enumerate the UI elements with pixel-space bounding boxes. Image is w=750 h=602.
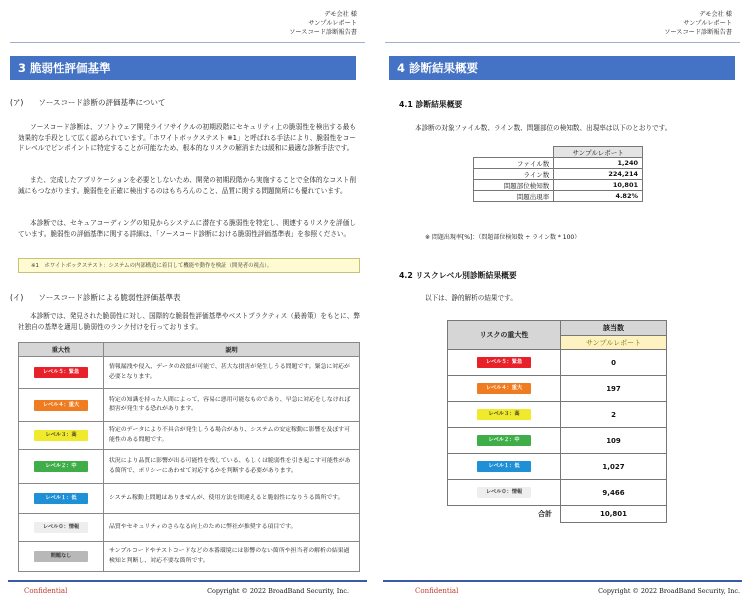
- table-row: [448, 376, 667, 402]
- intro-4-2: 以下は、静的解析の結果です。: [425, 294, 517, 302]
- table-row: [448, 350, 667, 376]
- confidential-label: Confidential: [24, 587, 68, 595]
- header-sample-report: サンプルレポート: [561, 336, 667, 350]
- table-row: [474, 191, 643, 202]
- severity-description: 品質やセキュリティのさらなる向上のために弊社が推奨する項目です。: [104, 514, 360, 542]
- table-row: [19, 514, 360, 542]
- severity-description: サンプルコードやテストコードなどの本番環境には影響のない箇所や担当者の解析の結果過検知と判断し、対応不要な箇所です。: [104, 542, 360, 572]
- risk-badge: レベル４：重大: [477, 383, 531, 394]
- stat-value: 1,240: [554, 158, 643, 169]
- header-doc-title: ソースコード診断報告書: [664, 29, 732, 36]
- total-value: 10,801: [561, 506, 667, 523]
- header-divider: [385, 42, 740, 43]
- subsection-a-heading: (ア) ソースコード診断の評価基準について: [10, 98, 166, 107]
- severity-badge: 問題なし: [34, 551, 88, 562]
- table-row: [474, 169, 643, 180]
- severity-description: 状況により品質に影響が出る可能性を残している、もしくは脆弱性を引き起こす可能性がある箇所で、ポリシーにあわせて対応するかを判断する必要があります。: [104, 450, 360, 484]
- risk-badge: レベル１：低: [477, 461, 531, 472]
- copyright-text: Copyright © 2022 BroadBand Security, Inc.: [598, 587, 740, 595]
- table-row: [19, 389, 360, 422]
- table-row: [474, 158, 643, 169]
- total-label: 合計: [538, 510, 552, 518]
- table-header-row: [19, 343, 360, 357]
- footer-divider: [8, 580, 367, 582]
- severity-badge: レベル２：中: [34, 461, 88, 472]
- heading-4-1: 4.1 診断結果概要: [399, 100, 463, 109]
- risk-badge: レベル５：緊急: [477, 357, 531, 368]
- table-row: [19, 357, 360, 389]
- header-report: サンプルレポート: [683, 20, 732, 27]
- summary-stats-table: [473, 146, 643, 202]
- right-page: [375, 0, 750, 602]
- intro-4-1: 本診断の対象ファイル数、ライン数、問題部位の検知数、出現率は以下のとおりです。: [415, 124, 672, 132]
- risk-badge: レベル３：高: [477, 409, 531, 420]
- severity-criteria-table: [18, 342, 360, 572]
- risk-count: 109: [561, 428, 667, 454]
- section-title: 4 診断結果概要: [389, 56, 735, 80]
- severity-description: 特定の知識を持った人間によって、容易に悪用可能なものであり、早急に対応をしなければ損害が発生する恐れがあります。: [104, 389, 360, 422]
- stat-value: 4.82%: [554, 191, 643, 202]
- severity-description: 情報漏洩や侵入、データの改竄が可能で、甚大な損害が発生しうる問題です。緊急に対応が必要となります。: [104, 357, 360, 389]
- total-row: [448, 506, 667, 523]
- severity-badge: レベル１：低: [34, 493, 88, 504]
- table-row: [474, 180, 643, 191]
- page-header: [289, 10, 357, 37]
- stat-label: ライン数: [474, 169, 554, 180]
- table-row: [448, 402, 667, 428]
- table-row: [448, 480, 667, 506]
- footer-divider: [383, 580, 742, 582]
- stat-label: 問題部位検知数: [474, 180, 554, 191]
- confidential-label: Confidential: [415, 587, 459, 595]
- risk-count: 2: [561, 402, 667, 428]
- risk-count: 197: [561, 376, 667, 402]
- risk-level-table: [447, 320, 667, 523]
- subsection-i-heading: (イ) ソースコード診断による脆弱性評価基準表: [10, 293, 181, 302]
- paragraph-2: また、完成したアプリケーションを必要としないため、開発の初期段階から実施することで全体的なコスト削減にもつながります。脆弱性を正確に検出するのはもちろんのこと、品質に関する問題箇所にも優れています。: [18, 176, 356, 195]
- formula-note: ※ 問題出現率[%]：（問題部位検知数 ÷ ライン数 * 100）: [425, 234, 581, 241]
- risk-count: 9,466: [561, 480, 667, 506]
- stat-value: 224,214: [554, 169, 643, 180]
- severity-badge: レベル３：高: [34, 430, 88, 441]
- stat-value: 10,801: [554, 180, 643, 191]
- risk-count: 1,027: [561, 454, 667, 480]
- table-row: [19, 422, 360, 450]
- stats-column-header: サンプルレポート: [554, 147, 643, 158]
- header-risk-severity: リスクの重大性: [448, 321, 561, 350]
- stat-label: ファイル数: [474, 158, 554, 169]
- table-row: [19, 450, 360, 484]
- header-doc-title: ソースコード診断報告書: [289, 29, 357, 36]
- section-title: 3 脆弱性評価基準: [10, 56, 356, 80]
- table-row: [448, 454, 667, 480]
- table-row: [19, 484, 360, 514]
- risk-count: 0: [561, 350, 667, 376]
- severity-description: 特定のデータにより不具合が発生しうる場合があり、システムの安定稼動に影響を及ぼす可能性のある問題です。: [104, 422, 360, 450]
- risk-badge: レベル２：中: [477, 435, 531, 446]
- page-header: [664, 10, 732, 37]
- footnote-box: ※1 ホワイトボックステスト：システムの内部構造に着目して機能や動作を検証（開発者の視点）。: [18, 258, 360, 273]
- header-description: 説明: [104, 343, 360, 357]
- stat-label: 問題出現率: [474, 191, 554, 202]
- paragraph-1: ソースコード診断は、ソフトウェア開発ライフサイクルの初期段階にセキュリティ上の脆弱性を検出する最も効果的な手段として広く認められています。「ホワイトボックステスト ※1」と呼ばれる手法により、脆弱性をコードレベルでピンポイントに特定することが可能なため、根本的なリスクの解消または緩和に最適な診断手法です。: [18, 123, 356, 153]
- heading-4-2: 4.2 リスクレベル別診断結果概要: [399, 271, 517, 280]
- header-count: 該当数: [561, 321, 667, 336]
- header-severity: 重大性: [19, 343, 104, 357]
- severity-description: システム稼動上問題はありませんが、使用方法を間違えると脆弱性になりうる箇所です。: [104, 484, 360, 514]
- header-client: デモ会社 様: [699, 11, 732, 18]
- header-client: デモ会社 様: [324, 11, 357, 18]
- risk-badge: レベル０：情報: [477, 487, 531, 498]
- severity-badge: レベル５：緊急: [34, 367, 88, 378]
- severity-badge: レベル０：情報: [34, 522, 88, 533]
- copyright-text: Copyright © 2022 BroadBand Security, Inc.: [207, 587, 349, 595]
- paragraph-4: 本診断では、発見された脆弱性に対し、国際的な脆弱性評価基準やベストプラクティス（最善策）をもとに、弊社独自の基準を適用し脆弱性のランク付けを行っております。: [18, 312, 360, 331]
- header-report: サンプルレポート: [308, 20, 357, 27]
- severity-badge: レベル４：重大: [34, 400, 88, 411]
- table-row: [448, 428, 667, 454]
- header-divider: [10, 42, 365, 43]
- table-row: [19, 542, 360, 572]
- paragraph-3: 本診断では、セキュアコーディングの知見からシステムに潜在する脆弱性を特定し、関連するリスクを評価しています。脆弱性の評価基準に関する詳細は、「ソースコード診断における脆弱性評価基準表」を参照ください。: [18, 219, 356, 238]
